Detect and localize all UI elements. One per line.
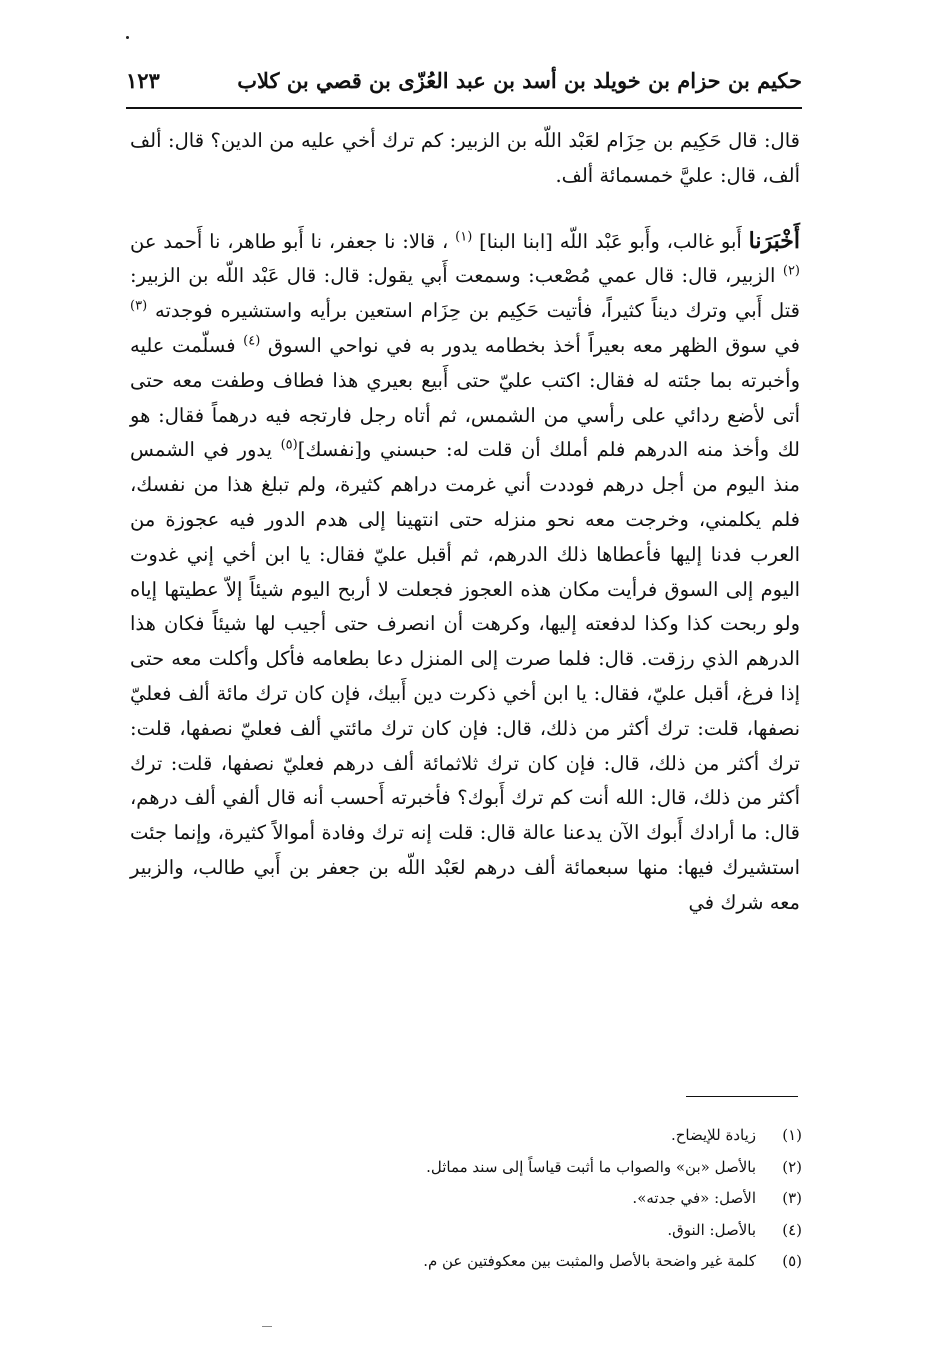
footnote-text: الأصل: «في جدته». <box>632 1189 756 1207</box>
footnote-ref-3[interactable]: (٣) <box>130 298 148 314</box>
footnote-item <box>130 1120 802 1152</box>
footnote-text: كلمة غير واضحة بالأصل والمثبت بين معكوفتين عن م. <box>423 1252 756 1270</box>
page-header <box>126 64 802 104</box>
footnote-text: بالأصل: النوق. <box>667 1220 756 1239</box>
text-segment: فسلّمت عليه وأخبرته بما جئته له فقال: اكتب عليّ حتى أَبيع بعيري هذا فطاف وطفت معه حتى أتى لأضع ردائي على رأسي من الشمس، ثم أتاه رجل فارتجه فيه درهماً فقال: هو لك وأخذ منه الدرهم فلم أملك أن قلت له: حبسني و[نفسك] <box>130 333 800 462</box>
scan-mark <box>262 1326 272 1327</box>
footnote-ref-2[interactable]: (٢) <box>782 263 800 279</box>
footnote-item <box>130 1215 802 1247</box>
footnote-text: بالأصل «بن» والصواب ما أثبت قياساً إلى سند مماثل. <box>426 1157 756 1176</box>
text-segment: أَبو غالب، وأَبو عَبْد اللّه [ابنا البنا] <box>472 229 749 253</box>
running-title: حكيم بن حزام بن خويلد بن أسد بن عبد العُزّى بن قصي بن كلاب <box>237 68 802 93</box>
paragraph-lead-word: أَخْبَرَنا <box>748 227 800 254</box>
footnote-number: (٢) <box>782 1157 802 1176</box>
paragraph-1: قال: قال حَكِيم بن حِزَام لعَبْد اللّه بن الزبير: كم ترك أخي عليه من الدين؟ قال: ألف ألف، قال: عليَّ خمسمائة ألف. <box>130 129 800 187</box>
scan-speck <box>126 36 129 39</box>
footnote-number: (٥) <box>782 1252 802 1270</box>
footnote-number: (١) <box>782 1126 802 1144</box>
footnote-item <box>130 1183 802 1215</box>
text-segment: يدور في الشمس منذ اليوم من أجل درهم فوددت أني غرمت دراهم كثيرة، ولم تبلغ هذا من نفسك، فلم يكلمني، وخرجت معه نحو منزله حتى انتهينا إلى هدم الدور فيه عجوزة من العرب فدنا إليها فأعطاها ذلك الدرهم، ثم أقبل عليّ فقال: يا ابن أخي إني غدوت اليوم إلى السوق فرأيت مكان هذه العجوز فجعلت لا أربح اليوم شيئاً إلاّ عطيتها إياه ولو ربحت كذا وكذا لدفعته إليها، وكرهت أن انصرف حتى أجيب لها شيئاً فكان هذا الدرهم الذي رزقت. قال: فلما صرت إلى المنزل دعا بطعامه فأكل وأكلت معه حتى إذا فرغ، أقبل عليّ، فقال: يا ابن أخي ذكرت دين أَبيك، فإن كان ترك مائة ألف فعليّ نصفها، قلت: ترك أكثر من ذلك، قال: فإن كان ترك مائتي ألف فعليّ نصفها، قلت: ترك أكثر من ذلك، قال: فإن كان ترك ثلاثمائة ألف درهم فعليّ نصفها، قلت: ترك أكثر من ذلك، قال: الله أنت كم ترك أَبوك؟ فأخبرته أَحسب أنه قال ألفي ألف درهم، قال: ما أرادك أَبوك الآن يدعنا عالة قال: قلت إنه ترك وفادة أموالاً كثيرة، وإنما جئت استشيرك فيها: منها سبعمائة ألف درهم لعَبْد اللّه بن جعفر بن أَبي طالب، والزبير معه شرك في <box>130 438 800 914</box>
page-number: ١٢٣ <box>126 68 160 93</box>
text-segment: في سوق الظهر معه بعيراً أخذ بخطامه يدور به في نواحي السوق <box>260 333 800 357</box>
footnote-item <box>130 1246 802 1278</box>
main-text <box>130 124 800 921</box>
footnote-number: (٤) <box>782 1220 802 1239</box>
header-rule <box>126 107 802 109</box>
footnote-ref-5[interactable]: (٥) <box>280 437 298 453</box>
footnotes <box>130 1120 802 1278</box>
paragraph-2 <box>130 224 800 921</box>
text-segment: الزبير، قال: قال عمي مُصْعب: وسمعت أَبي يقول: قال: قال عَبْد اللّه بن الزبير: قتل أَبي وترك ديناً كثيراً، فأتيت حَكِيم بن حِزَام استعين برأيه واستشيره فوجدته <box>130 264 800 323</box>
footnote-ref-1[interactable]: (١) <box>455 229 473 245</box>
text-segment: ، قالا: نا جعفر، نا أَبو طاهر، نا أَحمد عن <box>130 229 456 253</box>
footnote-rule <box>686 1096 798 1097</box>
footnote-ref-4[interactable]: (٤) <box>243 333 261 349</box>
footnote-item <box>130 1152 802 1184</box>
footnote-text: زيادة للإيضاح. <box>670 1126 756 1144</box>
footnote-number: (٣) <box>782 1189 802 1207</box>
